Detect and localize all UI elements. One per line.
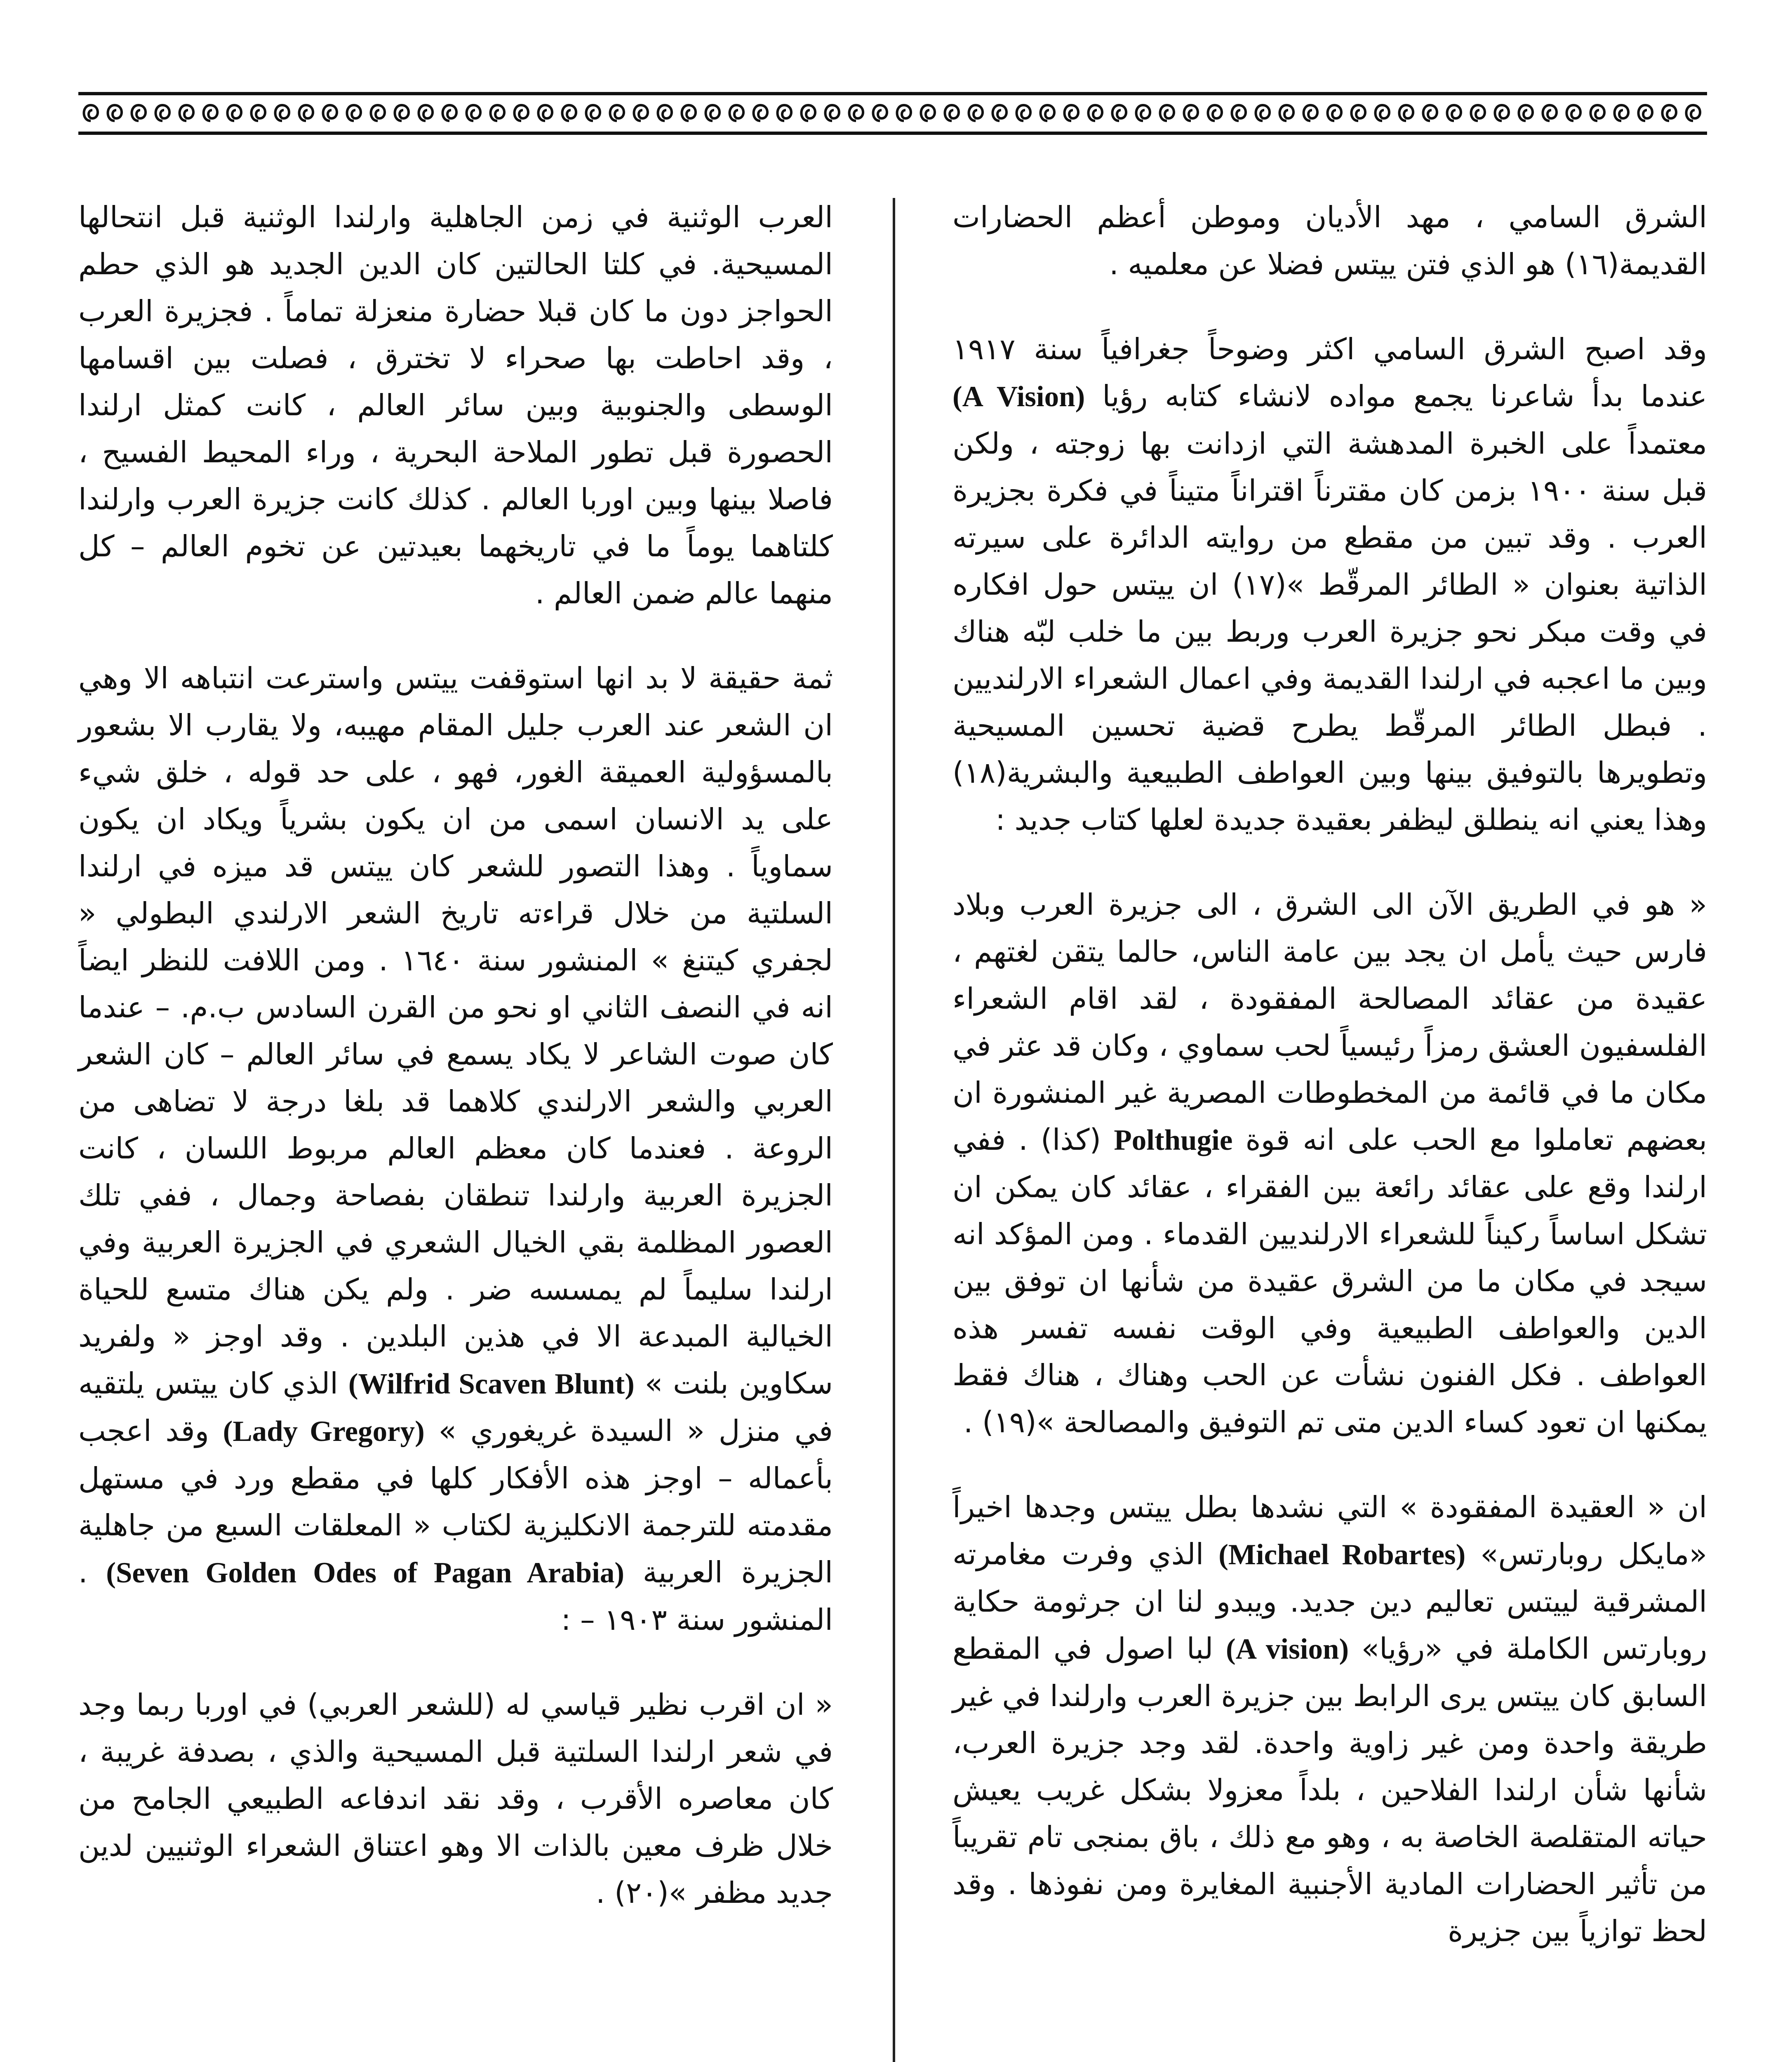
text-segment: . المنشور سنة ١٩٠٣ – : [78, 1555, 833, 1637]
text-segment: « هو في الطريق الآن الى الشرق ، الى جزيرة العرب وبلاد فارس حيث يأمل ان يجد بين عامة الناس، حالما يتقن لغتهم ، عقيدة من عقائد المصالحة المفقودة ، لقد اقام الشعراء الفلسفيون العشق رمزاً رئيسياً لحب سماوي ، وكان قد عثر في مكان ما في قائمة من المخطوطات المصرية غير المنشورة ان بعضهم تعاملوا مع الحب على انه قوة [952, 887, 1707, 1157]
text-segment: العرب الوثنية في زمن الجاهلية وارلندا الوثنية قبل انتحالها المسيحية. في كلتا الحالتين كان الدين الجديد هو الذي حطم الحواجز دون ما كان قبلا حضارة منعزلة تماماً . فجزيرة العرب ، وقد احاطت بها صحراء لا تخترق ، فصلت بين اقسامها الوسطى والجنوبية وبين سائر العالم ، كانت كمثل ارلندا الحصورة قبل تطور الملاحة البحرية ، وراء المحيط الفسيح ، فاصلا بينها وبين اوربا العالم . كذلك كانت جزيرة العرب وارلندا كلتاهما يوماً ما في تاريخهما بعيدتين عن تخوم العالم – كل منهما عالم ضمن العالم . [78, 200, 833, 610]
text-segment: لبا اصول في المقطع السابق كان ييتس يرى الرابط بين جزيرة العرب وارلندا في غير طريقة واحدة ومن غير زاوية واحدة. لقد وجد جزيرة العرب، شأنها شأن ارلندا الفلاحين ، بلداً معزولا بشكل غريب يعيش حياته المتقلصة الخاصة به ، وهو مع ذلك ، باق بمنجى تام تقريباً من تأثير الحضارات المادية الأجنبية المغايرة ومن نفوذها . وقد لحظ توازياً بين جزيرة [952, 1631, 1707, 1948]
quote-paragraph [78, 1681, 833, 1916]
right-column [952, 194, 1707, 2062]
scroll-ornament-icon [78, 89, 1707, 138]
paragraph [78, 194, 833, 617]
latin-term: Polthugie [1114, 1124, 1233, 1156]
paragraph [952, 326, 1707, 843]
decorative-top-border [78, 89, 1707, 138]
text-segment: وقد اصبح الشرق السامي اكثر وضوحاً جغرافياً سنة ١٩١٧ عندما بدأ شاعرنا يجمع مواده لانشاء كتابه رؤيا [952, 332, 1707, 413]
latin-term: (Seven Golden Odes of Pagan Arabia) [106, 1557, 624, 1589]
text-segment: الذي وفرت مغامرته المشرقية لييتس تعاليم دين جديد. ويبدو لنا ان جرثومة حكاية روبارتس الكاملة في «رؤيا» [952, 1537, 1707, 1666]
text-segment: الذي كان ييتس يلتقيه في منزل « السيدة غريغوري » [78, 1366, 833, 1448]
text-segment: ان « العقيدة المفقودة » التي نشدها بطل ييتس وجدها اخيراً «مايكل روبارتس» [952, 1490, 1707, 1571]
paragraph [952, 1484, 1707, 1955]
latin-term: (A vision) [1226, 1633, 1349, 1665]
text-segment: معتمداً على الخبرة المدهشة التي ازدانت بها زوجته ، ولكن قبل سنة ١٩٠٠ بزمن كان مقترناً اقتراناً متيناً في فكرة بجزيرة العرب . وقد تبين من مقطع من روايته الدائرة على سيرته الذاتية بعنوان « الطائر المرقّط »(١٧) ان ييتس حول افكاره في وقت مبكر نحو جزيرة العرب وربط بين ما خلب لبّه هناك وبين ما اعجبه في ارلندا القديمة وفي اعمال الشعراء الارلنديين . فبطل الطائر المرقّط يطرح قضية تحسين المسيحية وتطويرها بالتوفيق بينها وبين العواطف الطبيعية والبشرية(١٨) وهذا يعني انه ينطلق ليظفر بعقيدة جديدة لعلها كتاب جديد : [952, 426, 1707, 837]
text-segment: ثمة حقيقة لا بد انها استوقفت ييتس واسترعت انتباهه الا وهي ان الشعر عند العرب جليل المقام مهيبه، ولا يقارب الا بشعور بالمسؤولية العميقة الغور، فهو ، على حد قوله ، خلق شيء على يد الانسان اسمى من ان يكون بشرياً ويكاد ان يكون سماوياً . وهذا التصور للشعر كان ييتس قد ميزه في ارلندا السلتية من خلال قراءته تاريخ الشعر الارلندي البطولي « لجفري كيتنغ » المنشور سنة ١٦٤٠ . ومن اللافت للنظر ايضاً انه في النصف الثاني او نحو من القرن السادس ب.م. – عندما كان صوت الشاعر لا يكاد يسمع في سائر العالم – كان الشعر العربي والشعر الارلندي كلاهما قد بلغا درجة لا تضاهى من الروعة . فعندما كان معظم العالم مربوط اللسان ، كانت الجزيرة العربية وارلندا تنطقان بفصاحة وجمال ، ففي تلك العصور المظلمة بقي الخيال الشعري في الجزيرة العربية وفي ارلندا سليماً لم يمسسه ضر . ولم يكن هناك متسع للحياة الخيالية المبدعة الا في هذين البلدين . وقد اوجز « ولفريد سكاوين بلنت » [78, 661, 833, 1401]
column-divider [893, 198, 895, 2062]
quote-paragraph [952, 881, 1707, 1446]
latin-term: (Wilfrid Scaven Blunt) [348, 1368, 635, 1400]
latin-term: (Lady Gregory) [223, 1415, 425, 1448]
article-body [78, 194, 1707, 2062]
text-segment: وقد اعجب بأعماله – اوجز هذه الأفكار كلها في مقطع ورد في مستهل مقدمته للترجمة الانكليزية لكتاب « المعلقات السبع من جاهلية الجزيرة العربية [78, 1414, 833, 1589]
text-segment: الشرق السامي ، مهد الأديان وموطن أعظم الحضارات القديمة(١٦) هو الذي فتن ييتس فضلا عن معلميه . [952, 200, 1707, 281]
paragraph [952, 194, 1707, 288]
text-segment: (كذا) . ففي ارلندا وقع على عقائد رائعة بين الفقراء ، عقائد كان يمكن ان تشكل اساساً ركيناً للشعراء الارلنديين القدماء . ومن المؤكد انه سيجد في مكان ما من الشرق عقيدة من شأنها ان توفق بين الدين والعواطف الطبيعية وفي الوقت نفسه تفسر هذه العواطف . فكل الفنون نشأت عن الحب وهناك ، هناك فقط يمكنها ان تعود كساء الدين متى تم التوفيق والمصالحة »(١٩) . [952, 1123, 1707, 1439]
left-column [78, 194, 833, 2062]
paragraph [78, 655, 833, 1643]
latin-term: (Michael Robartes) [1218, 1539, 1466, 1571]
latin-term: (A Vision) [952, 381, 1085, 413]
text-segment: « ان اقرب نظير قياسي له (للشعر العربي) في اوربا ربما وجد في شعر ارلندا السلتية قبل المسيحية والذي ، بصدفة غريبة ، كان معاصره الأقرب ، وقد نقد اندفاعه الطبيعي الجامح من خلال ظرف معين بالذات الا وهو اعتناق الشعراء الوثنيين لدين جديد مظفر »(٢٠) . [78, 1688, 833, 1910]
